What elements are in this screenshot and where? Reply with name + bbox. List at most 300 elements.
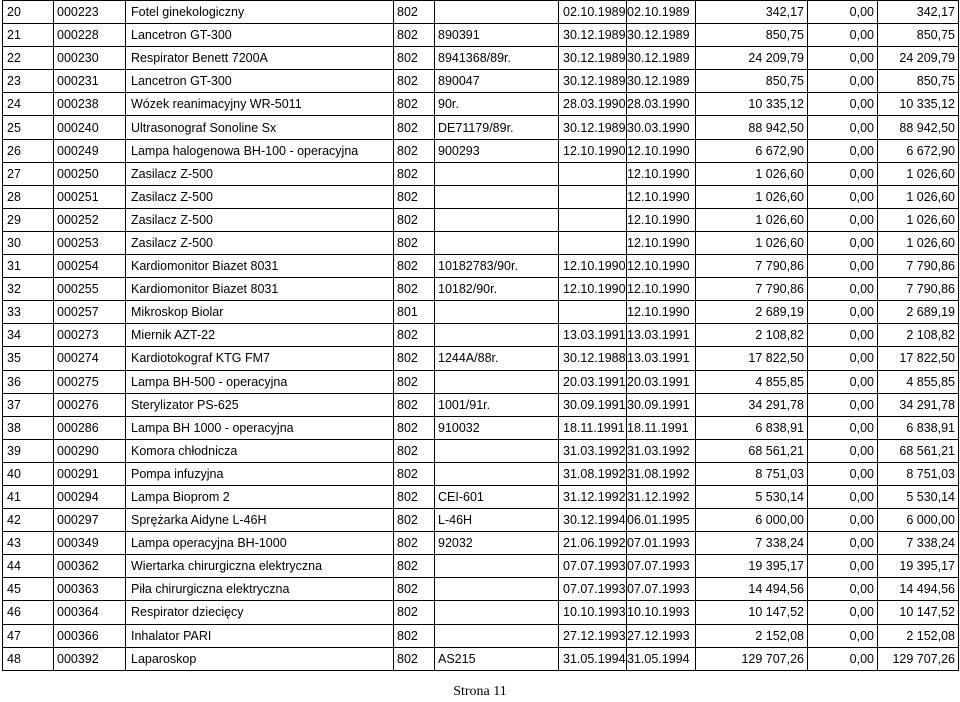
- net-value-cell: 7 790,86: [878, 278, 959, 301]
- item-name-cell: Mikroskop Biolar: [126, 301, 394, 324]
- inventory-number-cell: 000363: [54, 578, 126, 601]
- inventory-number-cell: 000240: [54, 116, 126, 139]
- serial-number-cell: 890047: [435, 70, 559, 93]
- item-name-cell: Pompa infuzyjna: [126, 462, 394, 485]
- depreciation-value-cell: 0,00: [808, 347, 878, 370]
- serial-number-cell: [435, 208, 559, 231]
- row-number-cell: 22: [3, 47, 54, 70]
- row-number-cell: 27: [3, 162, 54, 185]
- acquisition-date-cell: 27.12.1993: [627, 624, 696, 647]
- serial-number-cell: 1244A/88r.: [435, 347, 559, 370]
- item-name-cell: Kardiomonitor Biazet 8031: [126, 255, 394, 278]
- initial-value-cell: 1 026,60: [696, 162, 808, 185]
- item-name-cell: Zasilacz Z-500: [126, 185, 394, 208]
- table-row: [3, 324, 959, 347]
- depreciation-value-cell: 0,00: [808, 47, 878, 70]
- inventory-number-cell: 000275: [54, 370, 126, 393]
- net-value-cell: 24 209,79: [878, 47, 959, 70]
- initial-value-cell: 5 530,14: [696, 485, 808, 508]
- acquisition-date-cell: 12.10.1990: [627, 162, 696, 185]
- inventory-number-cell: 000257: [54, 301, 126, 324]
- table-row: [3, 301, 959, 324]
- depreciation-value-cell: 0,00: [808, 1, 878, 24]
- row-number-cell: 41: [3, 485, 54, 508]
- item-name-cell: Lampa operacyjna BH-1000: [126, 532, 394, 555]
- table-row: [3, 70, 959, 93]
- table-row: [3, 624, 959, 647]
- net-value-cell: 129 707,26: [878, 647, 959, 670]
- net-value-cell: 19 395,17: [878, 555, 959, 578]
- inventory-number-cell: 000249: [54, 139, 126, 162]
- inventory-number-cell: 000274: [54, 347, 126, 370]
- table-row: [3, 93, 959, 116]
- cost-center-cell: 802: [394, 347, 435, 370]
- table-row: [3, 162, 959, 185]
- production-date-cell: 02.10.1989: [559, 1, 627, 24]
- net-value-cell: 1 026,60: [878, 162, 959, 185]
- table-row: [3, 139, 959, 162]
- table-row: [3, 347, 959, 370]
- depreciation-value-cell: 0,00: [808, 555, 878, 578]
- table-row: [3, 393, 959, 416]
- inventory-table: [2, 0, 959, 671]
- net-value-cell: 1 026,60: [878, 231, 959, 254]
- depreciation-value-cell: 0,00: [808, 185, 878, 208]
- inventory-number-cell: 000276: [54, 393, 126, 416]
- row-number-cell: 20: [3, 1, 54, 24]
- acquisition-date-cell: 10.10.1993: [627, 601, 696, 624]
- initial-value-cell: 6 672,90: [696, 139, 808, 162]
- net-value-cell: 68 561,21: [878, 439, 959, 462]
- serial-number-cell: 8941368/89r.: [435, 47, 559, 70]
- item-name-cell: Kardiomonitor Biazet 8031: [126, 278, 394, 301]
- item-name-cell: Zasilacz Z-500: [126, 208, 394, 231]
- serial-number-cell: [435, 578, 559, 601]
- depreciation-value-cell: 0,00: [808, 578, 878, 601]
- production-date-cell: 12.10.1990: [559, 139, 627, 162]
- serial-number-cell: [435, 301, 559, 324]
- item-name-cell: Respirator Benett 7200A: [126, 47, 394, 70]
- cost-center-cell: 802: [394, 393, 435, 416]
- row-number-cell: 46: [3, 601, 54, 624]
- net-value-cell: 10 147,52: [878, 601, 959, 624]
- cost-center-cell: 802: [394, 278, 435, 301]
- production-date-cell: 30.09.1991: [559, 393, 627, 416]
- acquisition-date-cell: 02.10.1989: [627, 1, 696, 24]
- cost-center-cell: 802: [394, 185, 435, 208]
- serial-number-cell: [435, 462, 559, 485]
- cost-center-cell: 802: [394, 162, 435, 185]
- production-date-cell: 27.12.1993: [559, 624, 627, 647]
- net-value-cell: 850,75: [878, 70, 959, 93]
- inventory-number-cell: 000254: [54, 255, 126, 278]
- serial-number-cell: 900293: [435, 139, 559, 162]
- inventory-number-cell: 000349: [54, 532, 126, 555]
- initial-value-cell: 7 338,24: [696, 532, 808, 555]
- initial-value-cell: 6 000,00: [696, 509, 808, 532]
- net-value-cell: 6 672,90: [878, 139, 959, 162]
- net-value-cell: 4 855,85: [878, 370, 959, 393]
- initial-value-cell: 19 395,17: [696, 555, 808, 578]
- page-number: Strona 11: [453, 684, 507, 699]
- table-row: [3, 555, 959, 578]
- row-number-cell: 21: [3, 24, 54, 47]
- inventory-number-cell: 000294: [54, 485, 126, 508]
- acquisition-date-cell: 12.10.1990: [627, 231, 696, 254]
- item-name-cell: Wiertarka chirurgiczna elektryczna: [126, 555, 394, 578]
- serial-number-cell: [435, 324, 559, 347]
- initial-value-cell: 24 209,79: [696, 47, 808, 70]
- acquisition-date-cell: 31.12.1992: [627, 485, 696, 508]
- acquisition-date-cell: 07.07.1993: [627, 555, 696, 578]
- item-name-cell: Piła chirurgiczna elektryczna: [126, 578, 394, 601]
- table-row: [3, 509, 959, 532]
- net-value-cell: 1 026,60: [878, 208, 959, 231]
- acquisition-date-cell: 28.03.1990: [627, 93, 696, 116]
- depreciation-value-cell: 0,00: [808, 208, 878, 231]
- row-number-cell: 38: [3, 416, 54, 439]
- net-value-cell: 5 530,14: [878, 485, 959, 508]
- initial-value-cell: 2 108,82: [696, 324, 808, 347]
- inventory-number-cell: 000230: [54, 47, 126, 70]
- serial-number-cell: 10182783/90r.: [435, 255, 559, 278]
- serial-number-cell: CEI-601: [435, 485, 559, 508]
- serial-number-cell: L-46H: [435, 509, 559, 532]
- row-number-cell: 36: [3, 370, 54, 393]
- acquisition-date-cell: 07.01.1993: [627, 532, 696, 555]
- cost-center-cell: 802: [394, 509, 435, 532]
- production-date-cell: [559, 162, 627, 185]
- production-date-cell: 07.07.1993: [559, 555, 627, 578]
- table-row: [3, 462, 959, 485]
- production-date-cell: [559, 185, 627, 208]
- depreciation-value-cell: 0,00: [808, 393, 878, 416]
- production-date-cell: 30.12.1988: [559, 347, 627, 370]
- cost-center-cell: 802: [394, 47, 435, 70]
- depreciation-value-cell: 0,00: [808, 231, 878, 254]
- depreciation-value-cell: 0,00: [808, 116, 878, 139]
- table-row: [3, 24, 959, 47]
- cost-center-cell: 802: [394, 116, 435, 139]
- inventory-number-cell: 000231: [54, 70, 126, 93]
- acquisition-date-cell: 30.03.1990: [627, 116, 696, 139]
- cost-center-cell: 801: [394, 301, 435, 324]
- depreciation-value-cell: 0,00: [808, 416, 878, 439]
- serial-number-cell: AS215: [435, 647, 559, 670]
- depreciation-value-cell: 0,00: [808, 601, 878, 624]
- table-row: [3, 416, 959, 439]
- initial-value-cell: 1 026,60: [696, 208, 808, 231]
- row-number-cell: 30: [3, 231, 54, 254]
- serial-number-cell: [435, 1, 559, 24]
- serial-number-cell: [435, 370, 559, 393]
- inventory-number-cell: 000250: [54, 162, 126, 185]
- inventory-number-cell: 000252: [54, 208, 126, 231]
- production-date-cell: 07.07.1993: [559, 578, 627, 601]
- production-date-cell: 18.11.1991: [559, 416, 627, 439]
- depreciation-value-cell: 0,00: [808, 93, 878, 116]
- initial-value-cell: 17 822,50: [696, 347, 808, 370]
- net-value-cell: 88 942,50: [878, 116, 959, 139]
- depreciation-value-cell: 0,00: [808, 139, 878, 162]
- row-number-cell: 45: [3, 578, 54, 601]
- table-row: [3, 47, 959, 70]
- cost-center-cell: 802: [394, 462, 435, 485]
- inventory-number-cell: 000255: [54, 278, 126, 301]
- cost-center-cell: 802: [394, 578, 435, 601]
- row-number-cell: 26: [3, 139, 54, 162]
- table-body: [3, 1, 959, 671]
- serial-number-cell: 1001/91r.: [435, 393, 559, 416]
- cost-center-cell: 802: [394, 231, 435, 254]
- item-name-cell: Miernik AZT-22: [126, 324, 394, 347]
- inventory-number-cell: 000291: [54, 462, 126, 485]
- serial-number-cell: 910032: [435, 416, 559, 439]
- initial-value-cell: 34 291,78: [696, 393, 808, 416]
- cost-center-cell: 802: [394, 255, 435, 278]
- production-date-cell: 30.12.1989: [559, 24, 627, 47]
- production-date-cell: 30.12.1989: [559, 47, 627, 70]
- depreciation-value-cell: 0,00: [808, 24, 878, 47]
- depreciation-value-cell: 0,00: [808, 301, 878, 324]
- production-date-cell: 31.12.1992: [559, 485, 627, 508]
- initial-value-cell: 68 561,21: [696, 439, 808, 462]
- item-name-cell: Fotel ginekologiczny: [126, 1, 394, 24]
- table-row: [3, 231, 959, 254]
- cost-center-cell: 802: [394, 1, 435, 24]
- depreciation-value-cell: 0,00: [808, 532, 878, 555]
- inventory-number-cell: 000364: [54, 601, 126, 624]
- production-date-cell: 30.12.1994: [559, 509, 627, 532]
- row-number-cell: 33: [3, 301, 54, 324]
- table-row: [3, 1, 959, 24]
- production-date-cell: 10.10.1993: [559, 601, 627, 624]
- item-name-cell: Lancetron GT-300: [126, 24, 394, 47]
- initial-value-cell: 342,17: [696, 1, 808, 24]
- initial-value-cell: 2 689,19: [696, 301, 808, 324]
- serial-number-cell: [435, 624, 559, 647]
- item-name-cell: Sterylizator PS-625: [126, 393, 394, 416]
- acquisition-date-cell: 20.03.1991: [627, 370, 696, 393]
- serial-number-cell: [435, 162, 559, 185]
- cost-center-cell: 802: [394, 93, 435, 116]
- production-date-cell: [559, 208, 627, 231]
- item-name-cell: Sprężarka Aidyne L-46H: [126, 509, 394, 532]
- table-row: [3, 601, 959, 624]
- initial-value-cell: 10 335,12: [696, 93, 808, 116]
- acquisition-date-cell: 18.11.1991: [627, 416, 696, 439]
- initial-value-cell: 7 790,86: [696, 278, 808, 301]
- row-number-cell: 39: [3, 439, 54, 462]
- depreciation-value-cell: 0,00: [808, 439, 878, 462]
- inventory-number-cell: 000290: [54, 439, 126, 462]
- inventory-number-cell: 000273: [54, 324, 126, 347]
- depreciation-value-cell: 0,00: [808, 647, 878, 670]
- production-date-cell: 12.10.1990: [559, 278, 627, 301]
- row-number-cell: 42: [3, 509, 54, 532]
- acquisition-date-cell: 31.08.1992: [627, 462, 696, 485]
- depreciation-value-cell: 0,00: [808, 70, 878, 93]
- net-value-cell: 7 338,24: [878, 532, 959, 555]
- item-name-cell: Wózek reanimacyjny WR-5011: [126, 93, 394, 116]
- net-value-cell: 850,75: [878, 24, 959, 47]
- acquisition-date-cell: 30.12.1989: [627, 70, 696, 93]
- cost-center-cell: 802: [394, 24, 435, 47]
- acquisition-date-cell: 12.10.1990: [627, 301, 696, 324]
- row-number-cell: 32: [3, 278, 54, 301]
- acquisition-date-cell: 07.07.1993: [627, 578, 696, 601]
- cost-center-cell: 802: [394, 416, 435, 439]
- production-date-cell: [559, 231, 627, 254]
- row-number-cell: 23: [3, 70, 54, 93]
- depreciation-value-cell: 0,00: [808, 624, 878, 647]
- serial-number-cell: 890391: [435, 24, 559, 47]
- table-row: [3, 439, 959, 462]
- initial-value-cell: 6 838,91: [696, 416, 808, 439]
- row-number-cell: 34: [3, 324, 54, 347]
- serial-number-cell: [435, 231, 559, 254]
- cost-center-cell: 802: [394, 555, 435, 578]
- item-name-cell: Inhalator PARI: [126, 624, 394, 647]
- cost-center-cell: 802: [394, 208, 435, 231]
- production-date-cell: 12.10.1990: [559, 255, 627, 278]
- inventory-number-cell: 000228: [54, 24, 126, 47]
- initial-value-cell: 850,75: [696, 70, 808, 93]
- depreciation-value-cell: 0,00: [808, 485, 878, 508]
- production-date-cell: 21.06.1992: [559, 532, 627, 555]
- table-row: [3, 278, 959, 301]
- item-name-cell: Lampa halogenowa BH-100 - operacyjna: [126, 139, 394, 162]
- serial-number-cell: [435, 185, 559, 208]
- net-value-cell: 1 026,60: [878, 185, 959, 208]
- net-value-cell: 17 822,50: [878, 347, 959, 370]
- cost-center-cell: 802: [394, 70, 435, 93]
- net-value-cell: 14 494,56: [878, 578, 959, 601]
- item-name-cell: Lampa BH-500 - operacyjna: [126, 370, 394, 393]
- net-value-cell: 6 000,00: [878, 509, 959, 532]
- cost-center-cell: 802: [394, 647, 435, 670]
- net-value-cell: 342,17: [878, 1, 959, 24]
- acquisition-date-cell: 12.10.1990: [627, 139, 696, 162]
- serial-number-cell: [435, 555, 559, 578]
- table-row: [3, 485, 959, 508]
- item-name-cell: Lampa Bioprom 2: [126, 485, 394, 508]
- cost-center-cell: 802: [394, 370, 435, 393]
- initial-value-cell: 1 026,60: [696, 231, 808, 254]
- item-name-cell: Lancetron GT-300: [126, 70, 394, 93]
- depreciation-value-cell: 0,00: [808, 162, 878, 185]
- initial-value-cell: 2 152,08: [696, 624, 808, 647]
- production-date-cell: 31.03.1992: [559, 439, 627, 462]
- acquisition-date-cell: 31.05.1994: [627, 647, 696, 670]
- initial-value-cell: 7 790,86: [696, 255, 808, 278]
- net-value-cell: 2 152,08: [878, 624, 959, 647]
- depreciation-value-cell: 0,00: [808, 255, 878, 278]
- table-row: [3, 185, 959, 208]
- row-number-cell: 24: [3, 93, 54, 116]
- row-number-cell: 44: [3, 555, 54, 578]
- cost-center-cell: 802: [394, 485, 435, 508]
- item-name-cell: Kardiotokograf KTG FM7: [126, 347, 394, 370]
- initial-value-cell: 129 707,26: [696, 647, 808, 670]
- initial-value-cell: 88 942,50: [696, 116, 808, 139]
- table-row: [3, 532, 959, 555]
- item-name-cell: Komora chłodnicza: [126, 439, 394, 462]
- serial-number-cell: 10182/90r.: [435, 278, 559, 301]
- cost-center-cell: 802: [394, 324, 435, 347]
- net-value-cell: 7 790,86: [878, 255, 959, 278]
- acquisition-date-cell: 31.03.1992: [627, 439, 696, 462]
- item-name-cell: Lampa BH 1000 - operacyjna: [126, 416, 394, 439]
- table-row: [3, 208, 959, 231]
- cost-center-cell: 802: [394, 139, 435, 162]
- serial-number-cell: DE71179/89r.: [435, 116, 559, 139]
- cost-center-cell: 802: [394, 532, 435, 555]
- serial-number-cell: 92032: [435, 532, 559, 555]
- item-name-cell: Zasilacz Z-500: [126, 162, 394, 185]
- production-date-cell: [559, 301, 627, 324]
- depreciation-value-cell: 0,00: [808, 370, 878, 393]
- row-number-cell: 29: [3, 208, 54, 231]
- table-row: [3, 578, 959, 601]
- initial-value-cell: 14 494,56: [696, 578, 808, 601]
- item-name-cell: Respirator dziecięcy: [126, 601, 394, 624]
- inventory-number-cell: 000251: [54, 185, 126, 208]
- row-number-cell: 40: [3, 462, 54, 485]
- initial-value-cell: 850,75: [696, 24, 808, 47]
- acquisition-date-cell: 30.12.1989: [627, 47, 696, 70]
- acquisition-date-cell: 13.03.1991: [627, 324, 696, 347]
- production-date-cell: 30.12.1989: [559, 70, 627, 93]
- acquisition-date-cell: 12.10.1990: [627, 278, 696, 301]
- depreciation-value-cell: 0,00: [808, 509, 878, 532]
- acquisition-date-cell: 30.09.1991: [627, 393, 696, 416]
- initial-value-cell: 10 147,52: [696, 601, 808, 624]
- cost-center-cell: 802: [394, 624, 435, 647]
- initial-value-cell: 4 855,85: [696, 370, 808, 393]
- item-name-cell: Zasilacz Z-500: [126, 231, 394, 254]
- net-value-cell: 34 291,78: [878, 393, 959, 416]
- production-date-cell: 30.12.1989: [559, 116, 627, 139]
- inventory-number-cell: 000297: [54, 509, 126, 532]
- acquisition-date-cell: 13.03.1991: [627, 347, 696, 370]
- table-row: [3, 116, 959, 139]
- row-number-cell: 35: [3, 347, 54, 370]
- row-number-cell: 43: [3, 532, 54, 555]
- inventory-number-cell: 000238: [54, 93, 126, 116]
- initial-value-cell: 1 026,60: [696, 185, 808, 208]
- row-number-cell: 25: [3, 116, 54, 139]
- cost-center-cell: 802: [394, 439, 435, 462]
- acquisition-date-cell: 12.10.1990: [627, 255, 696, 278]
- acquisition-date-cell: 06.01.1995: [627, 509, 696, 532]
- acquisition-date-cell: 12.10.1990: [627, 185, 696, 208]
- table-row: [3, 370, 959, 393]
- serial-number-cell: 90r.: [435, 93, 559, 116]
- net-value-cell: 8 751,03: [878, 462, 959, 485]
- net-value-cell: 10 335,12: [878, 93, 959, 116]
- table-row: [3, 647, 959, 670]
- row-number-cell: 37: [3, 393, 54, 416]
- inventory-number-cell: 000253: [54, 231, 126, 254]
- acquisition-date-cell: 12.10.1990: [627, 208, 696, 231]
- depreciation-value-cell: 0,00: [808, 278, 878, 301]
- inventory-number-cell: 000392: [54, 647, 126, 670]
- net-value-cell: 2 689,19: [878, 301, 959, 324]
- inventory-number-cell: 000286: [54, 416, 126, 439]
- production-date-cell: 31.08.1992: [559, 462, 627, 485]
- production-date-cell: 13.03.1991: [559, 324, 627, 347]
